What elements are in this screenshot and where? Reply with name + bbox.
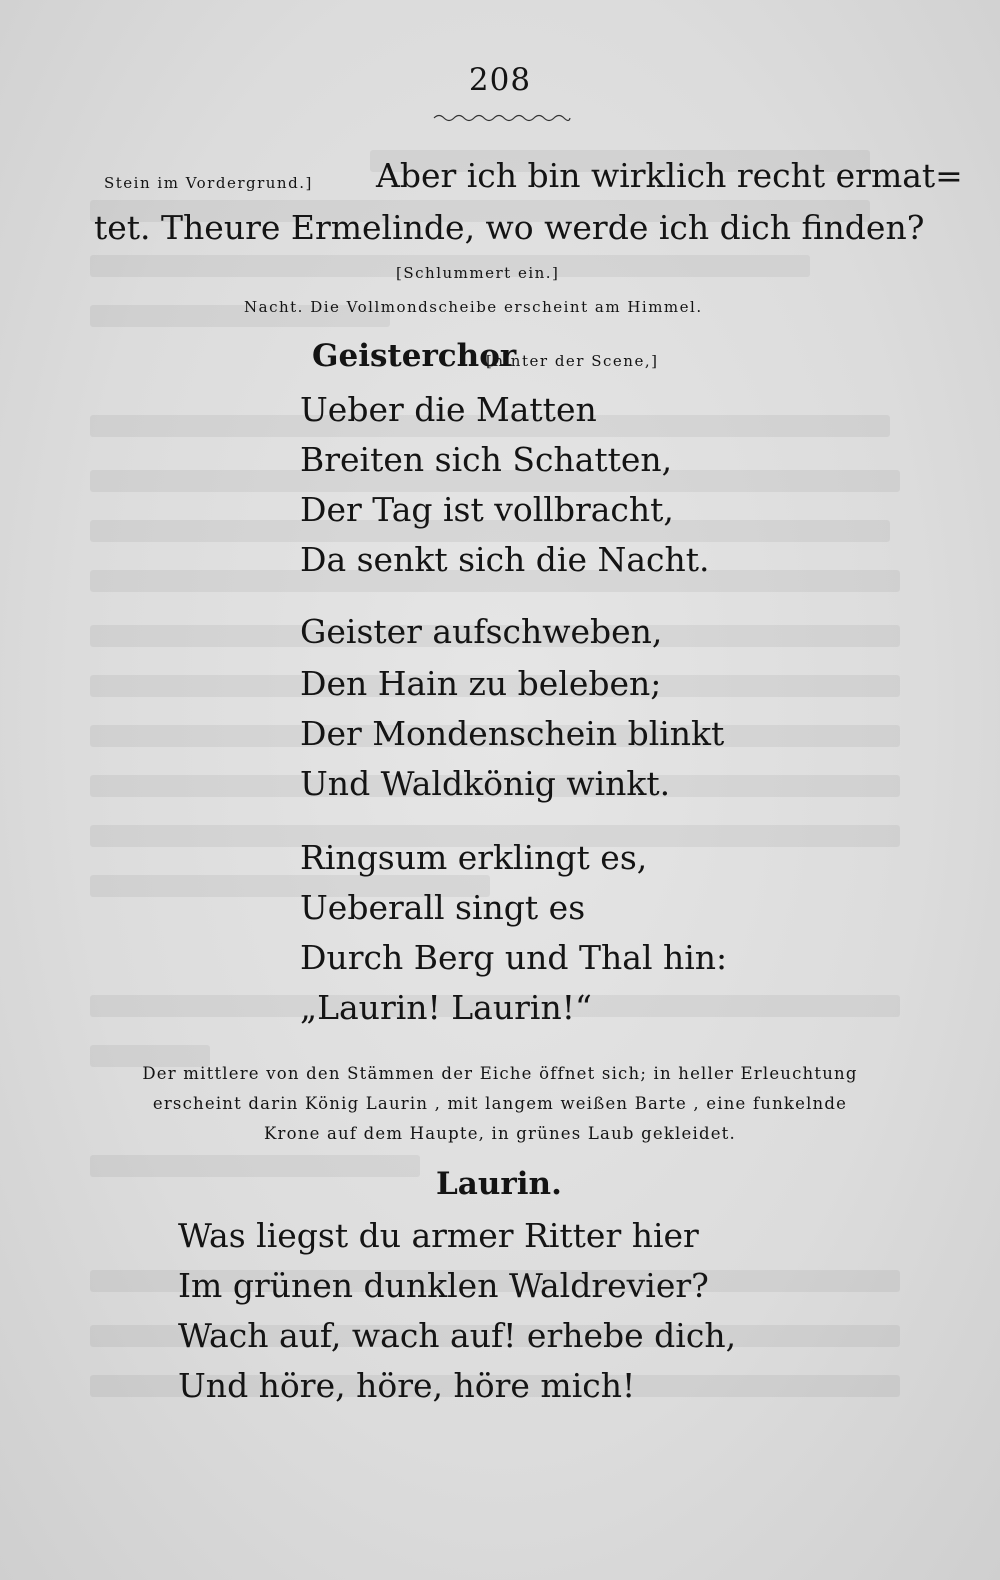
prose-line-1: Aber ich bin wirklich recht ermat=	[376, 156, 963, 195]
stage-direction-line: Der mittlere von den Stämmen der Eiche öffnet sich; in heller Erleuchtung	[142, 1064, 858, 1083]
verse-line: Der Mondenschein blinkt	[300, 714, 725, 753]
speaker-laurin: Laurin.	[436, 1166, 562, 1202]
prose-line-2: tet. Theure Ermelinde, wo werde ich dich finden?	[94, 208, 925, 247]
verse-line: Da senkt sich die Nacht.	[300, 540, 710, 579]
verse-line: „Laurin! Laurin!“	[300, 988, 592, 1027]
verse-line: Wach auf, wach auf! erhebe dich,	[178, 1316, 737, 1355]
stage-direction-night: Nacht. Die Vollmondscheibe erscheint am Himmel.	[244, 298, 703, 316]
wavy-rule-ornament	[432, 112, 572, 124]
stage-prefix: Stein im Vordergrund.]	[104, 174, 313, 192]
verse-line: Ringsum erklingt es,	[300, 838, 648, 877]
stage-direction-sleep: [Schlummert ein.]	[396, 264, 560, 282]
speaker-direction: [hinter der Scene,]	[486, 352, 659, 370]
speaker-geisterchor: Geisterchor	[312, 338, 517, 374]
verse-line: Was liegst du armer Ritter hier	[178, 1216, 699, 1255]
stage-direction-line: Krone auf dem Haupte, in grünes Laub gekleidet.	[264, 1124, 736, 1143]
verse-line: Der Tag ist vollbracht,	[300, 490, 674, 529]
verse-line: Und höre, höre, höre mich!	[178, 1366, 636, 1405]
verse-line: Und Waldkönig winkt.	[300, 764, 671, 803]
stage-direction-line: erscheint darin König Laurin , mit langem weißen Barte , eine funkelnde	[152, 1094, 848, 1113]
verse-line: Den Hain zu beleben;	[300, 664, 662, 703]
verse-line: Ueber die Matten	[300, 390, 597, 429]
verse-line: Breiten sich Schatten,	[300, 440, 673, 479]
verse-line: Im grünen dunklen Waldrevier?	[178, 1266, 709, 1305]
verse-line: Durch Berg und Thal hin:	[300, 938, 728, 977]
page-number: 208	[468, 62, 532, 98]
verse-line: Geister aufschweben,	[300, 612, 663, 651]
verse-line: Ueberall singt es	[300, 888, 586, 927]
